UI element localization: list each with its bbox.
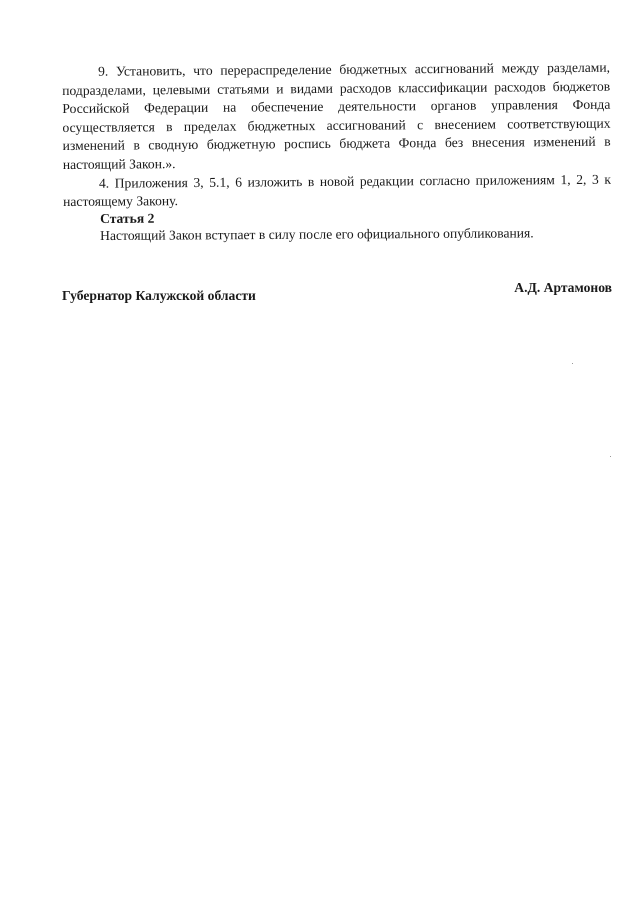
signature-block xyxy=(62,280,612,310)
paragraph-item-9: 9. Установить, что перераспределение бюджетных ассигнований между разделами, подразделами, целевыми статьями и видами расходов классификации расходов бюджетов Российской Федерации на обеспечение деятельности органов управления Фонда осуществляется в пределах бюджетных ассигнований с внесением соответствующих изменений в сводную бюджетную роспись бюджета Фонда без внесения изменений в настоящий Закон.». xyxy=(62,59,611,172)
scan-speck xyxy=(572,363,573,364)
signatory-position: Губернатор Калужской области xyxy=(62,288,256,303)
scan-speck xyxy=(610,456,611,457)
signatory-name: А.Д. Артамонов xyxy=(514,280,612,295)
article-2 xyxy=(100,207,580,244)
article-text: Настоящий Закон вступает в силу после его официального опубликования. xyxy=(100,225,534,243)
article-title: Статья 2 xyxy=(100,210,155,226)
law-amendment-text xyxy=(62,59,611,212)
paragraph-item-4: 4. Приложения 3, 5.1, 6 изложить в новой редакции согласно приложениям 1, 2, 3 к настоящему Закону. xyxy=(63,171,611,210)
